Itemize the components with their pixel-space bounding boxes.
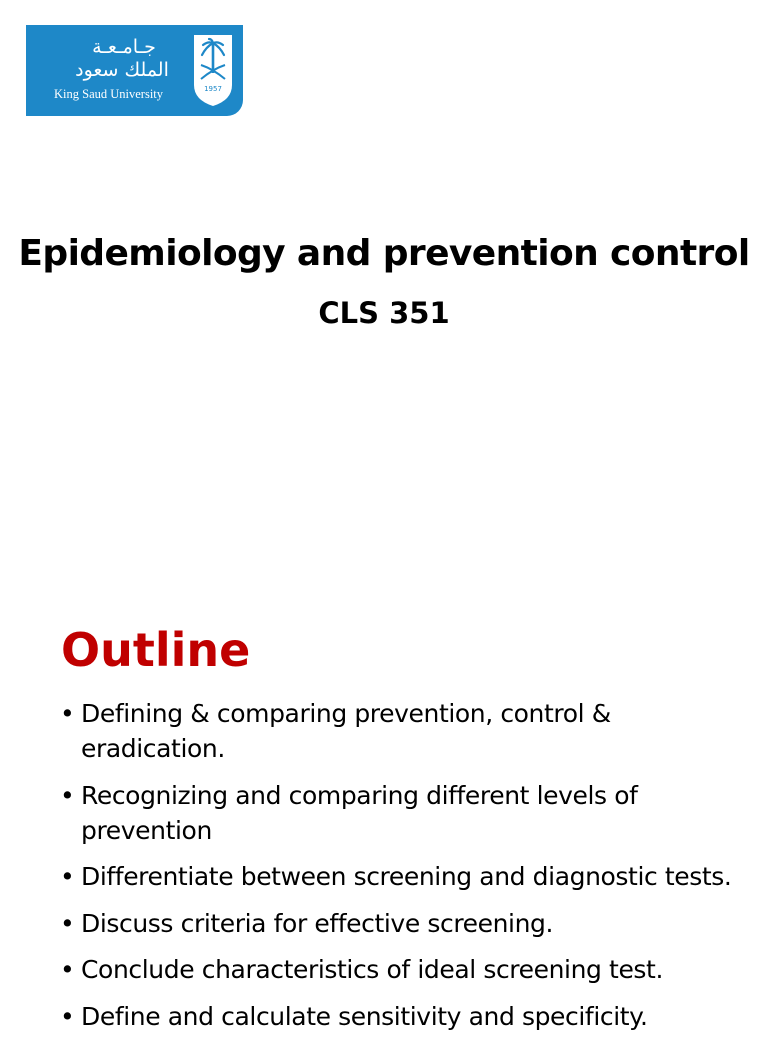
bullet-icon: •	[60, 780, 75, 810]
outline-item-text: Recognizing and comparing different levels of prevention	[81, 780, 638, 845]
outline-item-levels-of-prevention	[60, 778, 750, 848]
palm-and-swords-emblem-icon	[194, 35, 232, 106]
outline-heading: Outline	[61, 623, 251, 677]
university-logo	[26, 25, 243, 116]
outline-item-text: Conclude characteristics of ideal screening test.	[81, 955, 663, 984]
bullet-icon: •	[60, 699, 75, 728]
logo-year: 1957	[204, 85, 222, 93]
bullet-icon: •	[60, 1001, 75, 1031]
bullet-icon: •	[60, 908, 75, 938]
outline-item-text: Differentiate between screening and diagnostic tests.	[81, 862, 732, 891]
bullet-icon: •	[60, 955, 75, 984]
course-code: CLS 351	[318, 296, 450, 330]
outline-item-screening-vs-diagnostic	[60, 859, 750, 894]
logo-arabic-line-2: الملك سعود	[75, 59, 169, 81]
outline-item-text: Discuss criteria for effective screening.	[81, 908, 554, 938]
outline-list	[60, 696, 750, 1045]
logo-english-name: King Saud University	[54, 87, 164, 101]
slide-title: Epidemiology and prevention control	[18, 233, 750, 274]
outline-item-ideal-screening-test	[60, 952, 750, 987]
logo-arabic-line-1: جـامـعـة	[92, 36, 156, 58]
outline-item-text: Define and calculate sensitivity and specificity.	[81, 1001, 648, 1031]
outline-item-sensitivity-specificity	[60, 999, 750, 1034]
outline-item-text: Defining & comparing prevention, control & eradication.	[81, 699, 611, 763]
bullet-icon: •	[60, 862, 75, 891]
outline-item-prevention-control-eradication	[60, 696, 750, 766]
outline-item-screening-criteria	[60, 906, 750, 941]
